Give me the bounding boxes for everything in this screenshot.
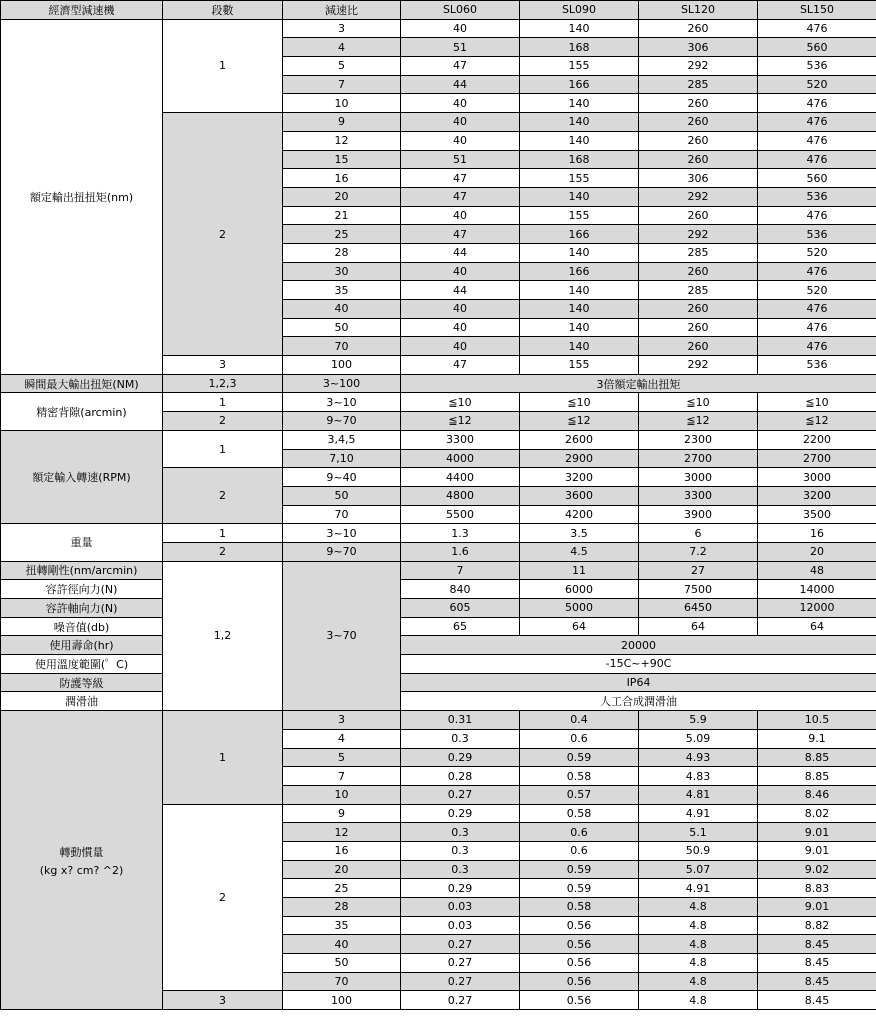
value-cell: 476 [758, 337, 876, 356]
stage-cell: 1 [163, 430, 283, 467]
ratio-cell: 25 [283, 879, 401, 898]
value-cell: 2200 [758, 430, 876, 449]
value-cell: 476 [758, 19, 876, 38]
value-cell: 536 [758, 57, 876, 76]
ratio-cell: 100 [283, 356, 401, 375]
value-cell: 7500 [639, 580, 758, 599]
value-cell: 168 [520, 38, 639, 57]
value-cell: 140 [520, 131, 639, 150]
value-cell: 260 [639, 150, 758, 169]
value-cell: 168 [520, 150, 639, 169]
value-cell: ≦10 [639, 393, 758, 412]
value-cell: 840 [401, 580, 520, 599]
value-cell: 0.4 [520, 711, 639, 730]
value-cell: 0.57 [520, 785, 639, 804]
value-cell: 14000 [758, 580, 876, 599]
value-cell: 0.58 [520, 804, 639, 823]
value-cell: 4.8 [639, 954, 758, 973]
value-cell: 5.09 [639, 729, 758, 748]
value-cell: 16 [758, 524, 876, 543]
value-cell: 292 [639, 187, 758, 206]
value-cell: 0.27 [401, 972, 520, 991]
stage-cell: 1 [163, 19, 283, 112]
value-cell: 155 [520, 356, 639, 375]
table-row [1, 430, 876, 449]
value-cell: 536 [758, 356, 876, 375]
value-cell: 292 [639, 57, 758, 76]
ratio-cell: 15 [283, 150, 401, 169]
table-row [1, 374, 876, 393]
table-row [1, 524, 876, 543]
ratio-cell: 50 [283, 954, 401, 973]
ratio-cell: 70 [283, 505, 401, 524]
value-cell: 476 [758, 318, 876, 337]
value-cell: 4000 [401, 449, 520, 468]
value-cell: 476 [758, 262, 876, 281]
value-cell: 5500 [401, 505, 520, 524]
ratio-cell: 3 [283, 19, 401, 38]
value-cell: 51 [401, 38, 520, 57]
value-cell: 47 [401, 356, 520, 375]
value-cell: 140 [520, 187, 639, 206]
inertia-label: 轉動慣量 [59, 845, 104, 859]
value-cell: 0.28 [401, 767, 520, 786]
value-cell: 4.91 [639, 804, 758, 823]
value-cell: 1.3 [401, 524, 520, 543]
value-cell: 520 [758, 281, 876, 300]
value-cell: 64 [758, 617, 876, 636]
ratio-cell: 25 [283, 225, 401, 244]
value-cell: 3300 [401, 430, 520, 449]
value-cell: 155 [520, 169, 639, 188]
stage-cell: 1 [163, 393, 283, 412]
ratio-cell: 9 [283, 113, 401, 132]
value-cell: 40 [401, 94, 520, 113]
value-cell: 40 [401, 19, 520, 38]
ratio-cell: 7,10 [283, 449, 401, 468]
header-cell: SL150 [758, 1, 876, 20]
stage-cell: 1,2 [163, 561, 283, 711]
value-cell: 40 [401, 300, 520, 319]
value-cell: 140 [520, 281, 639, 300]
table-row [1, 711, 876, 730]
value-cell: 0.3 [401, 729, 520, 748]
value-cell: 520 [758, 243, 876, 262]
ratio-cell: 30 [283, 262, 401, 281]
value-cell: 6450 [639, 599, 758, 618]
value-cell: 9.02 [758, 860, 876, 879]
value-cell: 3500 [758, 505, 876, 524]
value-cell: 4.93 [639, 748, 758, 767]
table-row [1, 561, 876, 580]
ratio-cell: 28 [283, 898, 401, 917]
value-cell: 605 [401, 599, 520, 618]
value-cell: 476 [758, 150, 876, 169]
value-cell: 5.9 [639, 711, 758, 730]
value-cell: 11 [520, 561, 639, 580]
value-cell: 40 [401, 206, 520, 225]
ratio-cell: 35 [283, 916, 401, 935]
section-label: 額定輸出扭扭矩(nm) [1, 19, 163, 374]
value-cell: 2300 [639, 430, 758, 449]
value-cell: 3000 [758, 468, 876, 487]
value-cell: 4.8 [639, 916, 758, 935]
ratio-cell: 3~100 [283, 374, 401, 393]
value-cell: 7 [401, 561, 520, 580]
stage-cell: 3 [163, 356, 283, 375]
value-cell: 166 [520, 262, 639, 281]
value-cell: 6000 [520, 580, 639, 599]
property-label: 容許徑向力(N) [1, 580, 163, 599]
value-cell: 285 [639, 75, 758, 94]
value-cell: 260 [639, 131, 758, 150]
value-cell: 8.85 [758, 748, 876, 767]
property-label: 噪音值(db) [1, 617, 163, 636]
value-cell: 0.59 [520, 748, 639, 767]
stage-cell: 1 [163, 711, 283, 804]
ratio-cell: 10 [283, 785, 401, 804]
value-cell: 0.6 [520, 841, 639, 860]
value-cell: 292 [639, 225, 758, 244]
value-cell: 0.27 [401, 935, 520, 954]
value-cell: 7.2 [639, 542, 758, 561]
value-cell: 260 [639, 318, 758, 337]
value-cell: 140 [520, 19, 639, 38]
ratio-cell: 3~10 [283, 524, 401, 543]
ratio-cell: 21 [283, 206, 401, 225]
property-label: 容許軸向力(N) [1, 599, 163, 618]
property-label: 防護等級 [1, 673, 163, 692]
value-cell: 64 [520, 617, 639, 636]
value-cell: 2700 [758, 449, 876, 468]
value-cell: 8.82 [758, 916, 876, 935]
value-cell: 3.5 [520, 524, 639, 543]
ratio-cell: 5 [283, 57, 401, 76]
value-cell: 0.56 [520, 935, 639, 954]
value-cell: 140 [520, 318, 639, 337]
value-cell: 4800 [401, 486, 520, 505]
header-cell: SL060 [401, 1, 520, 20]
ratio-cell: 16 [283, 841, 401, 860]
table-row [1, 599, 876, 618]
value-cell: ≦12 [758, 412, 876, 431]
value-cell: 44 [401, 75, 520, 94]
value-cell: 8.45 [758, 972, 876, 991]
value-cell: 44 [401, 281, 520, 300]
value-cell: 476 [758, 94, 876, 113]
section-label: 重量 [1, 524, 163, 561]
value-cell: 47 [401, 225, 520, 244]
value-cell: 5000 [520, 599, 639, 618]
header-row [1, 1, 876, 20]
value-cell: 4.83 [639, 767, 758, 786]
value-cell: 47 [401, 57, 520, 76]
stage-cell: 1,2,3 [163, 374, 283, 393]
value-cell: 2700 [639, 449, 758, 468]
header-cell: 減速比 [283, 1, 401, 20]
value-cell: 40 [401, 318, 520, 337]
value-cell: 9.01 [758, 823, 876, 842]
value-cell: 20000 [401, 636, 876, 655]
value-cell: 0.27 [401, 991, 520, 1010]
value-cell: ≦12 [520, 412, 639, 431]
property-label: 使用溫度範圍(゜C) [1, 655, 163, 674]
ratio-cell: 9 [283, 804, 401, 823]
ratio-cell: 100 [283, 991, 401, 1010]
value-cell: 4.81 [639, 785, 758, 804]
value-cell: 2600 [520, 430, 639, 449]
value-cell: 560 [758, 38, 876, 57]
value-cell: 9.01 [758, 898, 876, 917]
value-cell: 2900 [520, 449, 639, 468]
value-cell: 47 [401, 169, 520, 188]
property-label: 潤滑油 [1, 692, 163, 711]
value-cell: -15C~+90C [401, 655, 876, 674]
spec-table-body [1, 1, 876, 1010]
value-cell: 476 [758, 131, 876, 150]
value-cell: 166 [520, 225, 639, 244]
value-cell: 8.46 [758, 785, 876, 804]
value-cell: 4.8 [639, 935, 758, 954]
value-cell: 306 [639, 169, 758, 188]
stage-cell: 2 [163, 412, 283, 431]
section-label [1, 711, 163, 1010]
value-cell: 4.5 [520, 542, 639, 561]
value-cell: 140 [520, 243, 639, 262]
ratio-cell: 70 [283, 337, 401, 356]
value-cell: 0.56 [520, 916, 639, 935]
value-cell: 5.07 [639, 860, 758, 879]
value-cell: 260 [639, 19, 758, 38]
value-cell: 0.03 [401, 916, 520, 935]
header-cell: SL090 [520, 1, 639, 20]
value-cell: 140 [520, 337, 639, 356]
value-cell: 40 [401, 262, 520, 281]
value-cell: 0.6 [520, 729, 639, 748]
value-cell: 47 [401, 187, 520, 206]
stage-cell: 2 [163, 542, 283, 561]
value-cell: 0.03 [401, 898, 520, 917]
table-row [1, 636, 876, 655]
table-row [1, 19, 876, 38]
value-cell: 8.02 [758, 804, 876, 823]
value-cell: 4.8 [639, 991, 758, 1010]
value-cell: 0.3 [401, 841, 520, 860]
value-cell: 260 [639, 206, 758, 225]
value-cell: 5.1 [639, 823, 758, 842]
value-cell: 0.56 [520, 954, 639, 973]
value-cell: 8.45 [758, 954, 876, 973]
ratio-cell: 9~40 [283, 468, 401, 487]
value-cell: 155 [520, 206, 639, 225]
value-cell: 0.27 [401, 785, 520, 804]
value-cell: 64 [639, 617, 758, 636]
value-cell: 155 [520, 57, 639, 76]
ratio-cell: 7 [283, 75, 401, 94]
ratio-cell: 4 [283, 38, 401, 57]
ratio-cell: 16 [283, 169, 401, 188]
value-cell: 285 [639, 243, 758, 262]
ratio-cell: 3~10 [283, 393, 401, 412]
header-cell: 經濟型減速機 [1, 1, 163, 20]
value-cell: 0.56 [520, 972, 639, 991]
table-row [1, 673, 876, 692]
value-cell: 40 [401, 337, 520, 356]
value-cell: 44 [401, 243, 520, 262]
value-cell: 306 [639, 38, 758, 57]
ratio-cell: 28 [283, 243, 401, 262]
inertia-unit: (kg x? cm? ^2) [39, 863, 124, 877]
value-cell: 50.9 [639, 841, 758, 860]
value-cell: 40 [401, 131, 520, 150]
ratio-cell: 12 [283, 131, 401, 150]
value-cell: 48 [758, 561, 876, 580]
value-cell: ≦12 [401, 412, 520, 431]
value-cell: 0.58 [520, 767, 639, 786]
value-cell: 65 [401, 617, 520, 636]
ratio-cell: 3~70 [283, 561, 401, 711]
value-cell: 560 [758, 169, 876, 188]
value-cell: 292 [639, 356, 758, 375]
stage-cell: 2 [163, 468, 283, 524]
value-cell: 476 [758, 113, 876, 132]
value-cell: 0.59 [520, 860, 639, 879]
value-cell: 536 [758, 225, 876, 244]
section-label: 額定輸入轉速(RPM) [1, 430, 163, 523]
value-cell: 4400 [401, 468, 520, 487]
value-cell: 0.3 [401, 823, 520, 842]
value-cell: 3900 [639, 505, 758, 524]
value-cell: 40 [401, 113, 520, 132]
value-cell: 3600 [520, 486, 639, 505]
table-row [1, 393, 876, 412]
value-cell: 人工合成潤滑油 [401, 692, 876, 711]
value-cell: 260 [639, 94, 758, 113]
value-cell: 0.29 [401, 748, 520, 767]
ratio-cell: 10 [283, 94, 401, 113]
section-label: 瞬間最大輸出扭矩(NM) [1, 374, 163, 393]
header-cell: 段數 [163, 1, 283, 20]
table-row [1, 655, 876, 674]
ratio-cell: 9~70 [283, 412, 401, 431]
stage-cell: 3 [163, 991, 283, 1010]
value-cell: 4.8 [639, 898, 758, 917]
section-label: 精密背隙(arcmin) [1, 393, 163, 430]
value-cell: 3倍額定輸出扭矩 [401, 374, 876, 393]
value-cell: 3000 [639, 468, 758, 487]
table-row [1, 692, 876, 711]
ratio-cell: 35 [283, 281, 401, 300]
value-cell: 260 [639, 337, 758, 356]
value-cell: 0.59 [520, 879, 639, 898]
value-cell: 4200 [520, 505, 639, 524]
ratio-cell: 3 [283, 711, 401, 730]
value-cell: 0.29 [401, 804, 520, 823]
value-cell: ≦10 [401, 393, 520, 412]
value-cell: 166 [520, 75, 639, 94]
value-cell: 0.3 [401, 860, 520, 879]
value-cell: 260 [639, 113, 758, 132]
stage-cell: 1 [163, 524, 283, 543]
property-label: 使用壽命(hr) [1, 636, 163, 655]
value-cell: 1.6 [401, 542, 520, 561]
ratio-cell: 5 [283, 748, 401, 767]
header-cell: SL120 [639, 1, 758, 20]
value-cell: 8.83 [758, 879, 876, 898]
ratio-cell: 9~70 [283, 542, 401, 561]
ratio-cell: 50 [283, 486, 401, 505]
value-cell: 140 [520, 94, 639, 113]
value-cell: 536 [758, 187, 876, 206]
value-cell: 9.01 [758, 841, 876, 860]
value-cell: 10.5 [758, 711, 876, 730]
value-cell: 8.45 [758, 935, 876, 954]
value-cell: 0.27 [401, 954, 520, 973]
ratio-cell: 12 [283, 823, 401, 842]
ratio-cell: 3,4,5 [283, 430, 401, 449]
value-cell: 3300 [639, 486, 758, 505]
value-cell: 20 [758, 542, 876, 561]
stage-cell: 2 [163, 113, 283, 356]
ratio-cell: 20 [283, 860, 401, 879]
value-cell: 12000 [758, 599, 876, 618]
value-cell: 51 [401, 150, 520, 169]
value-cell: 27 [639, 561, 758, 580]
value-cell: 8.45 [758, 991, 876, 1010]
value-cell: 140 [520, 113, 639, 132]
value-cell: ≦10 [758, 393, 876, 412]
ratio-cell: 50 [283, 318, 401, 337]
value-cell: 6 [639, 524, 758, 543]
value-cell: 520 [758, 75, 876, 94]
value-cell: ≦10 [520, 393, 639, 412]
value-cell: 0.6 [520, 823, 639, 842]
value-cell: ≦12 [639, 412, 758, 431]
value-cell: 3200 [758, 486, 876, 505]
property-label: 扭轉剛性(nm/arcmin) [1, 561, 163, 580]
value-cell: 0.58 [520, 898, 639, 917]
value-cell: IP64 [401, 673, 876, 692]
ratio-cell: 40 [283, 300, 401, 319]
value-cell: 285 [639, 281, 758, 300]
stage-cell: 2 [163, 804, 283, 991]
value-cell: 0.56 [520, 991, 639, 1010]
value-cell: 260 [639, 262, 758, 281]
ratio-cell: 70 [283, 972, 401, 991]
value-cell: 0.31 [401, 711, 520, 730]
ratio-cell: 4 [283, 729, 401, 748]
value-cell: 476 [758, 206, 876, 225]
ratio-cell: 40 [283, 935, 401, 954]
table-row [1, 580, 876, 599]
ratio-cell: 7 [283, 767, 401, 786]
value-cell: 140 [520, 300, 639, 319]
table-row [1, 617, 876, 636]
value-cell: 9.1 [758, 729, 876, 748]
value-cell: 3200 [520, 468, 639, 487]
value-cell: 260 [639, 300, 758, 319]
value-cell: 8.85 [758, 767, 876, 786]
value-cell: 476 [758, 300, 876, 319]
value-cell: 4.91 [639, 879, 758, 898]
ratio-cell: 20 [283, 187, 401, 206]
value-cell: 4.8 [639, 972, 758, 991]
value-cell: 0.29 [401, 879, 520, 898]
